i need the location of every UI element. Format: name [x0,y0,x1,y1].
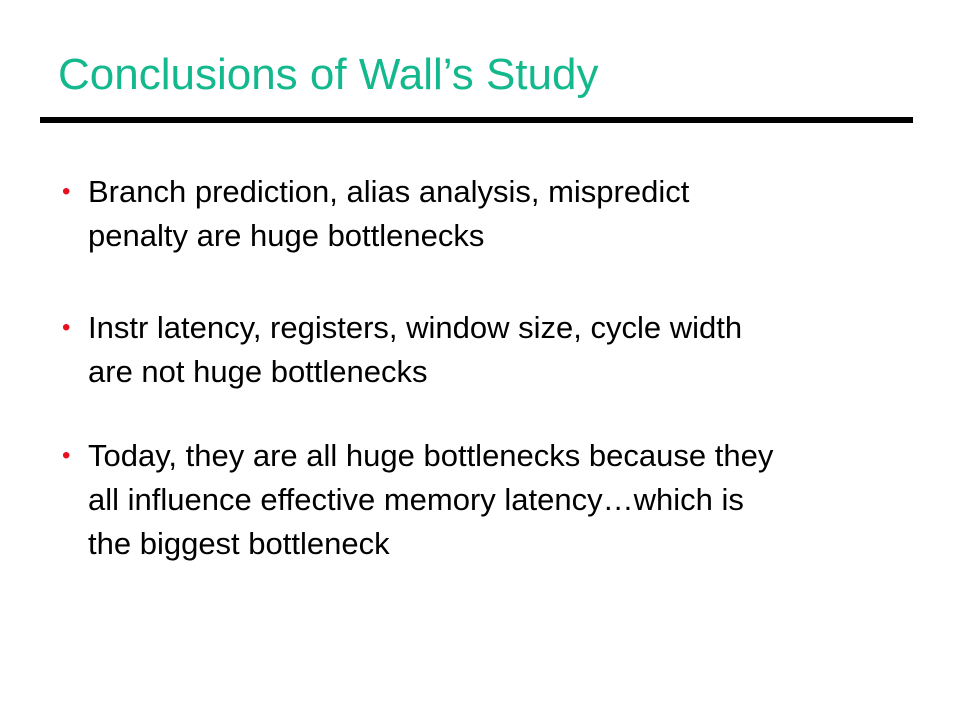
bullet-marker: • [62,178,71,205]
slide-title: Conclusions of Wall’s Study [58,50,599,99]
bullet-text-line: are not huge bottlenecks [88,354,428,389]
bullet-text-line: Branch prediction, alias analysis, mispredict [88,174,690,209]
bullet-marker: • [62,442,71,469]
bullet-item [62,306,922,394]
bullet-text-line: all influence effective memory latency…which is [88,482,744,517]
bullet-text-line: Today, they are all huge bottlenecks because they [88,438,774,473]
bullet-item [62,434,922,566]
bullet-text-line: the biggest bottleneck [88,526,390,561]
bullet-text-line: penalty are huge bottlenecks [88,218,485,253]
bullet-marker: • [62,314,71,341]
bullet-item [62,170,922,258]
bullet-text-line: Instr latency, registers, window size, cycle width [88,310,743,345]
title-divider [40,117,913,123]
